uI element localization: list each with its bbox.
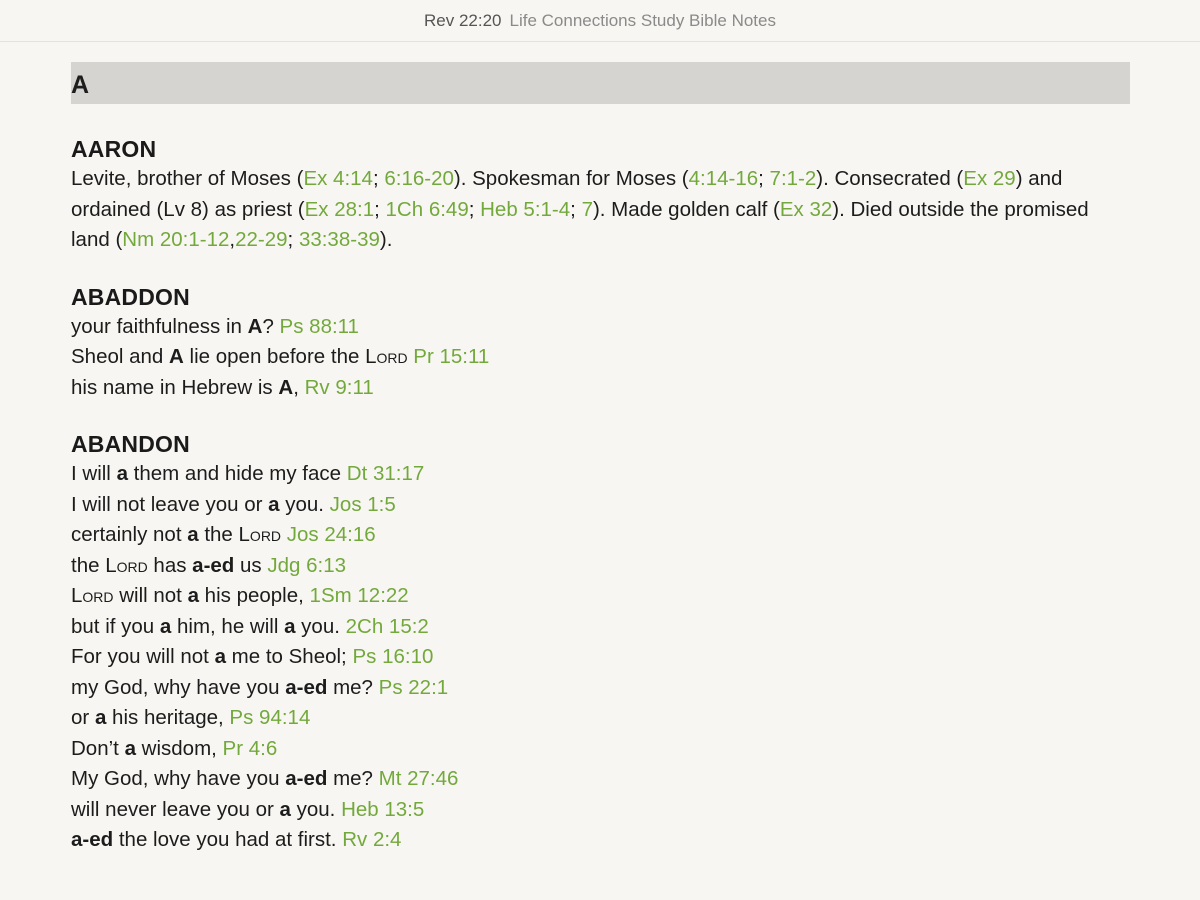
text: lie open before the xyxy=(183,345,366,368)
verse-link[interactable]: Pr 15:11 xyxy=(413,345,490,368)
verse-link[interactable]: Ps 16:10 xyxy=(352,645,434,668)
concordance-line xyxy=(71,703,1130,734)
entry-text xyxy=(71,164,1130,256)
text: but if you xyxy=(71,614,160,638)
divine-name: Lord xyxy=(71,584,114,607)
text: ; xyxy=(374,197,386,221)
concordance-line xyxy=(71,673,1130,704)
keyword: a-ed xyxy=(192,553,235,577)
verse-link[interactable]: 7:1-2 xyxy=(769,167,817,190)
text: ). Made golden calf ( xyxy=(592,197,780,221)
text: ). Consecrated ( xyxy=(816,167,964,190)
text: you. xyxy=(279,492,330,516)
text: me? xyxy=(327,767,379,790)
text: his name in Hebrew is xyxy=(71,375,279,399)
text: you. xyxy=(290,797,342,821)
concordance-line xyxy=(71,764,1130,795)
text: or xyxy=(71,706,95,729)
keyword: a xyxy=(214,645,226,668)
section-letter: A xyxy=(71,70,90,99)
keyword: A xyxy=(169,345,184,368)
text: I will not leave you or xyxy=(71,492,269,516)
verse-link[interactable]: Ex 4:14 xyxy=(303,167,373,190)
text: us xyxy=(234,553,268,577)
text: his people, xyxy=(198,584,310,607)
text: the xyxy=(71,553,106,577)
verse-link[interactable]: Pr 4:6 xyxy=(222,736,278,760)
concordance-line xyxy=(71,581,1130,612)
divine-name: Lord xyxy=(105,553,148,577)
verse-link[interactable]: 33:38-39 xyxy=(298,228,380,251)
text: For you will not xyxy=(71,645,215,668)
entry-abaddon xyxy=(71,282,1130,404)
keyword: a-ed xyxy=(285,675,328,699)
keyword: a xyxy=(94,706,107,729)
text: ; xyxy=(758,167,770,190)
entry-heading: AARON xyxy=(71,136,157,162)
concordance-line xyxy=(71,825,1130,856)
concordance-line xyxy=(71,795,1130,826)
entry-heading: ABANDON xyxy=(71,431,190,457)
text: ; xyxy=(570,197,582,221)
verse-link[interactable]: Ps 22:1 xyxy=(378,675,449,699)
verse-link[interactable]: Ex 28:1 xyxy=(304,197,375,221)
verse-link[interactable]: Rv 9:11 xyxy=(304,375,374,399)
verse-link[interactable]: 2Ch 15:2 xyxy=(345,614,429,638)
keyword: a xyxy=(284,614,296,638)
text: will never leave you or xyxy=(71,797,280,821)
text: his heritage, xyxy=(106,706,230,729)
keyword: a xyxy=(159,614,172,638)
text: the love you had at first. xyxy=(113,828,343,851)
keyword: a xyxy=(116,462,128,485)
verse-link[interactable]: Jos 1:5 xyxy=(329,492,396,516)
text: ; xyxy=(372,167,385,190)
text: him, he will xyxy=(171,614,285,638)
text: ; xyxy=(287,228,299,251)
verse-link[interactable]: Ex 29 xyxy=(963,167,1016,190)
concordance-line xyxy=(71,612,1130,643)
verse-link[interactable]: 1Sm 12:22 xyxy=(309,584,409,607)
verse-link[interactable]: 4:14-16 xyxy=(688,167,759,190)
text: has xyxy=(147,553,193,577)
keyword: a xyxy=(279,797,291,821)
concordance-line xyxy=(71,459,1130,490)
text: Levite, brother of Moses ( xyxy=(71,167,304,190)
verse-link[interactable]: 6:16-20 xyxy=(384,167,454,190)
entry-aaron xyxy=(71,134,1130,256)
verse-link[interactable]: Ps 88:11 xyxy=(279,314,359,338)
verse-link[interactable]: 7 xyxy=(581,197,593,221)
text: wisdom, xyxy=(135,736,223,760)
text: your faithfulness in xyxy=(71,314,248,338)
text: them and hide my face xyxy=(127,462,347,485)
keyword: a-ed xyxy=(285,767,328,790)
text: the xyxy=(198,523,239,546)
text: ? xyxy=(262,314,280,338)
verse-link[interactable]: Rv 2:4 xyxy=(342,828,402,851)
text: ) and ordained (Lv 8) as priest ( xyxy=(71,167,1063,221)
verse-link[interactable]: 1Ch 6:49 xyxy=(385,197,469,221)
verse-link[interactable]: Mt 27:46 xyxy=(378,767,459,790)
concordance-line xyxy=(71,551,1130,582)
concordance-line xyxy=(71,373,1130,404)
verse-link[interactable]: Jos 24:16 xyxy=(286,523,376,546)
keyword: a xyxy=(187,584,199,607)
text: me to Sheol; xyxy=(225,645,353,668)
text: Sheol and xyxy=(71,345,170,368)
concordance-line xyxy=(71,734,1130,765)
text: I will xyxy=(71,462,117,485)
notes-content xyxy=(71,62,1130,856)
verse-link[interactable]: Ex 32 xyxy=(779,197,833,221)
keyword: a xyxy=(268,492,280,516)
concordance-line xyxy=(71,342,1130,373)
text: ; xyxy=(468,197,481,221)
verse-link[interactable]: Jdg 6:13 xyxy=(267,553,347,577)
verse-link[interactable]: Heb 5:1-4 xyxy=(480,197,571,221)
concordance-line xyxy=(71,520,1130,551)
concordance-line xyxy=(71,312,1130,343)
text: will not xyxy=(113,584,188,607)
text: My God, why have you xyxy=(71,767,286,790)
verse-link[interactable]: Heb 13:5 xyxy=(341,797,425,821)
text: ). Died outside the promised land ( xyxy=(71,197,1089,251)
text: , xyxy=(293,375,305,399)
text: me? xyxy=(327,675,379,699)
verse-link[interactable]: 22-29 xyxy=(235,228,288,251)
keyword: a xyxy=(124,736,136,760)
text: certainly not xyxy=(71,523,188,546)
divine-name: Lord xyxy=(238,523,282,546)
verse-link[interactable]: Dt 31:17 xyxy=(346,462,425,485)
keyword: A xyxy=(278,375,294,399)
text: Don’t xyxy=(71,736,125,760)
concordance-line xyxy=(71,490,1130,521)
text: , xyxy=(229,228,236,251)
keyword: a-ed xyxy=(71,828,114,851)
current-reference[interactable]: Rev 22:20 xyxy=(424,10,502,30)
text: you. xyxy=(295,614,346,638)
verse-link[interactable]: Nm 20:1-12 xyxy=(122,228,230,251)
text: ). Spokesman for Moses ( xyxy=(453,167,689,190)
concordance-line xyxy=(71,642,1130,673)
header-bar xyxy=(0,0,1200,42)
keyword: A xyxy=(247,314,263,338)
entry-abandon xyxy=(71,429,1130,856)
text: my God, why have you xyxy=(71,675,286,699)
section-letter-bar xyxy=(71,62,1130,104)
keyword: a xyxy=(187,523,199,546)
divine-name: Lord xyxy=(365,345,408,368)
text: ). xyxy=(379,228,393,251)
verse-link[interactable]: Ps 94:14 xyxy=(229,706,311,729)
resource-title[interactable]: Life Connections Study Bible Notes xyxy=(509,10,776,30)
entry-heading: ABADDON xyxy=(71,283,190,310)
